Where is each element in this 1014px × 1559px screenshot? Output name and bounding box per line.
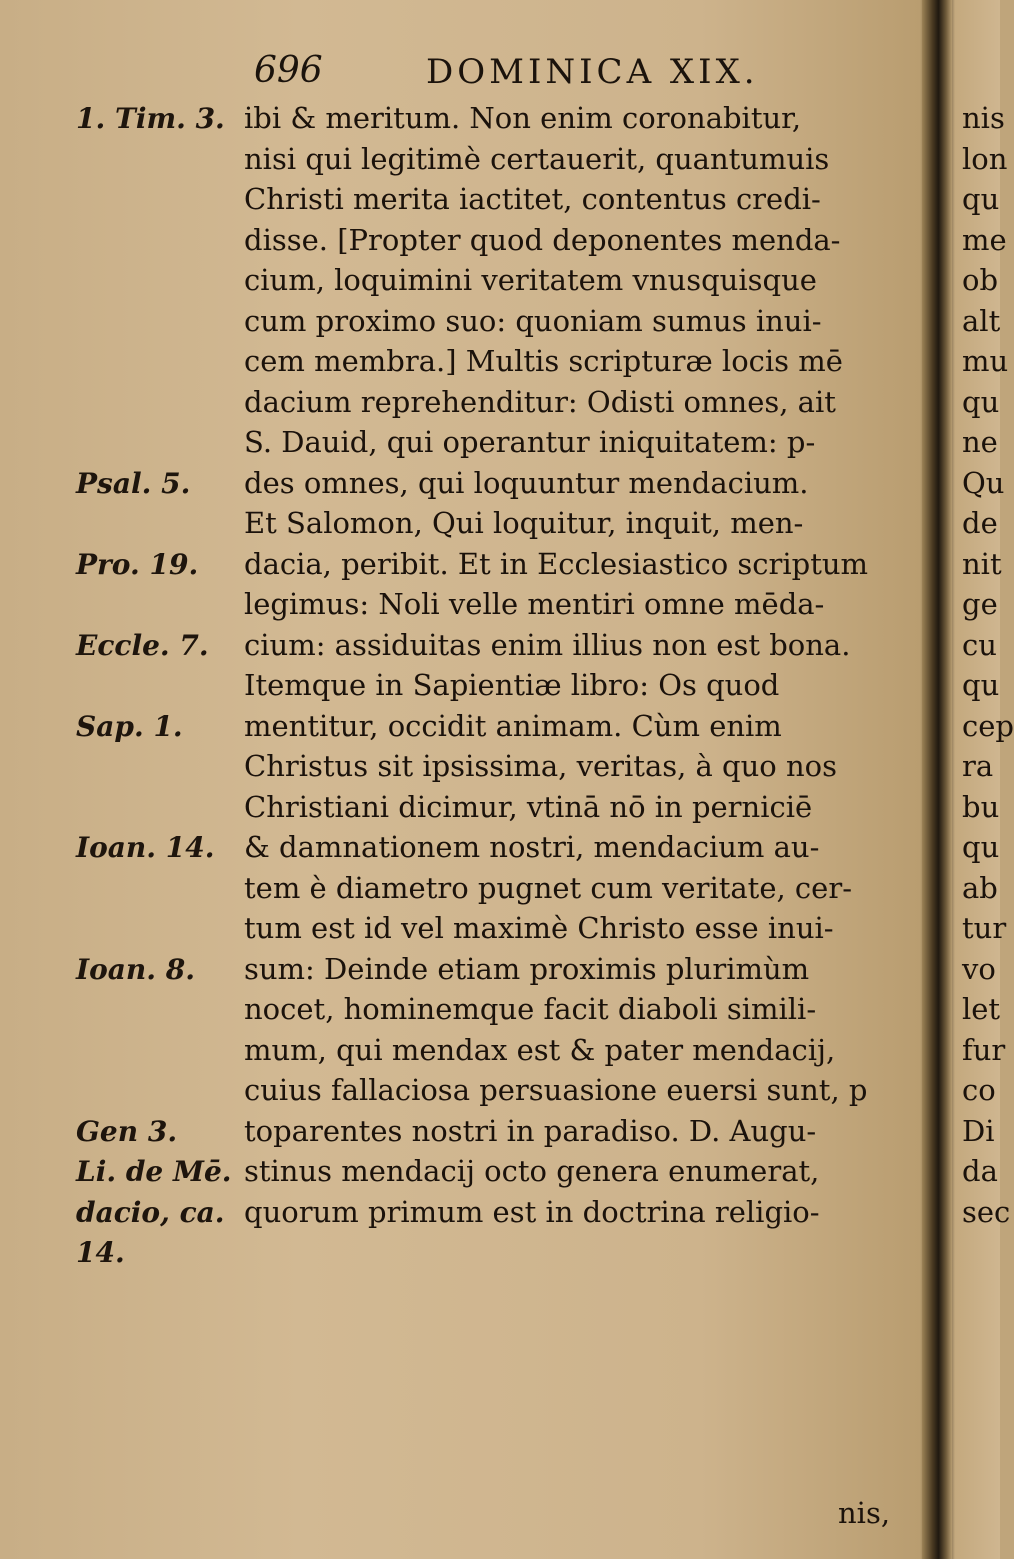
text-line: stinus mendacij octo genera enumerat, [244,1154,820,1188]
margin-note: Sap. 1. [76,709,183,743]
facing-page-fragment: tur [962,911,1007,945]
text-line: cium: assiduitas enim illius non est bona. [244,627,851,662]
facing-page-fragment: qu [962,384,1000,419]
text-line: nocet, hominemque facit diaboli simili- [244,992,817,1026]
text-line: S. Dauid, qui operantur iniquitatem: p- [244,425,816,459]
text-line: mum, qui mendax est & pater mendacij, [244,1032,836,1067]
facing-page-fragment: mu [962,344,1009,378]
text-line: tem è diametro pugnet cum veritate, cer- [244,870,852,905]
margin-note: Ioan. 8. [76,952,195,986]
book-gutter [922,0,952,1559]
facing-page-fragment: cep [962,708,1014,743]
facing-page-fragment: qu [962,182,1000,216]
facing-page-fragment: lon [962,141,1008,176]
facing-page-fragment: nit [962,546,1002,581]
text-line: cium, loquimini veritatem vnusquisque [244,263,817,297]
text-line: mentitur, occidit animam. Cùm enim [244,708,782,743]
text-line: Et Salomon, Qui loquitur, inquit, men- [244,506,804,540]
facing-page-fragments [962,98,1014,1498]
page-header [240,50,860,100]
facing-page-fragment: Qu [962,465,1005,500]
facing-page-fragment: ab [962,870,998,905]
text-line: cum proximo suo: quoniam sumus inui- [244,303,822,338]
text-line: des omnes, qui loquuntur mendacium. [244,465,809,500]
margin-note: dacio, ca. [76,1195,225,1229]
facing-page-fragment: nis [962,101,1005,135]
facing-page-fragment: fur [962,1032,1006,1067]
margin-note: 14. [76,1236,125,1269]
text-line: cem membra.] Multis scripturæ locis mē [244,344,843,378]
facing-page-fragment: let [962,992,1001,1026]
running-head: DOMINICA XIX. [426,52,759,92]
text-line: ibi & meritum. Non enim coronabitur, [244,101,802,135]
catchword: nis, [838,1496,891,1530]
text-line: quorum primum est in doctrina religio- [244,1194,820,1229]
margin-note: Gen 3. [76,1114,178,1148]
text-line: & damnationem nostri, mendacium au- [244,830,820,864]
facing-page-fragment: ge [962,587,998,621]
text-line: nisi qui legitimè certauerit, quantumuis [244,141,830,176]
text-line: Christiani dicimur, vtinā nō in perniciē [244,789,813,824]
text-line: Christi merita iactitet, contentus credi- [244,182,821,216]
facing-page-fragment: sec [962,1194,1011,1229]
facing-page-fragment: ne [962,425,998,459]
body-text [244,98,916,1232]
text-line: Itemque in Sapientiæ libro: Os quod [244,668,780,702]
margin-note: Ioan. 14. [76,831,215,864]
facing-page-fragment: qu [962,668,1000,702]
facing-page-fragment: ob [962,263,999,297]
text-line: sum: Deinde etiam proximis plurimùm [244,951,810,986]
facing-page-fragment: alt [962,303,1001,338]
facing-page-fragment: de [962,506,998,540]
text-line: legimus: Noli velle mentiri omne mēda- [244,587,825,621]
facing-page-fragment: me [962,222,1007,257]
facing-page-fragment: Di [962,1113,995,1148]
margin-notes [76,100,241,1500]
margin-note: Psal. 5. [76,466,191,500]
facing-page-fragment: qu [962,830,1000,864]
facing-page-fragment: co [962,1073,996,1107]
facing-page-fragment: cu [962,627,997,662]
facing-page-fragment: vo [962,951,996,986]
text-line: toparentes nostri in paradiso. D. Augu- [244,1113,817,1148]
margin-note: 1. Tim. 3. [76,102,225,135]
facing-page-fragment: bu [962,789,1000,824]
margin-note: Eccle. 7. [76,628,209,662]
facing-page-fragment: ra [962,749,994,783]
text-line: tum est id vel maximè Christo esse inui- [244,911,834,945]
text-line: disse. [Propter quod deponentes menda- [244,222,841,257]
text-line: cuius fallaciosa persuasione euersi sunt, p [244,1073,868,1107]
margin-note: Pro. 19. [76,547,199,581]
text-line: Christus sit ipsissima, veritas, à quo nos [244,749,837,783]
page-number: 696 [254,50,323,91]
text-line: dacium reprehenditur: Odisti omnes, ait [244,384,836,419]
text-line: dacia, peribit. Et in Ecclesiastico scriptum [244,546,869,581]
margin-note: Li. de Mē. [76,1155,232,1188]
facing-page-fragment: da [962,1154,998,1188]
